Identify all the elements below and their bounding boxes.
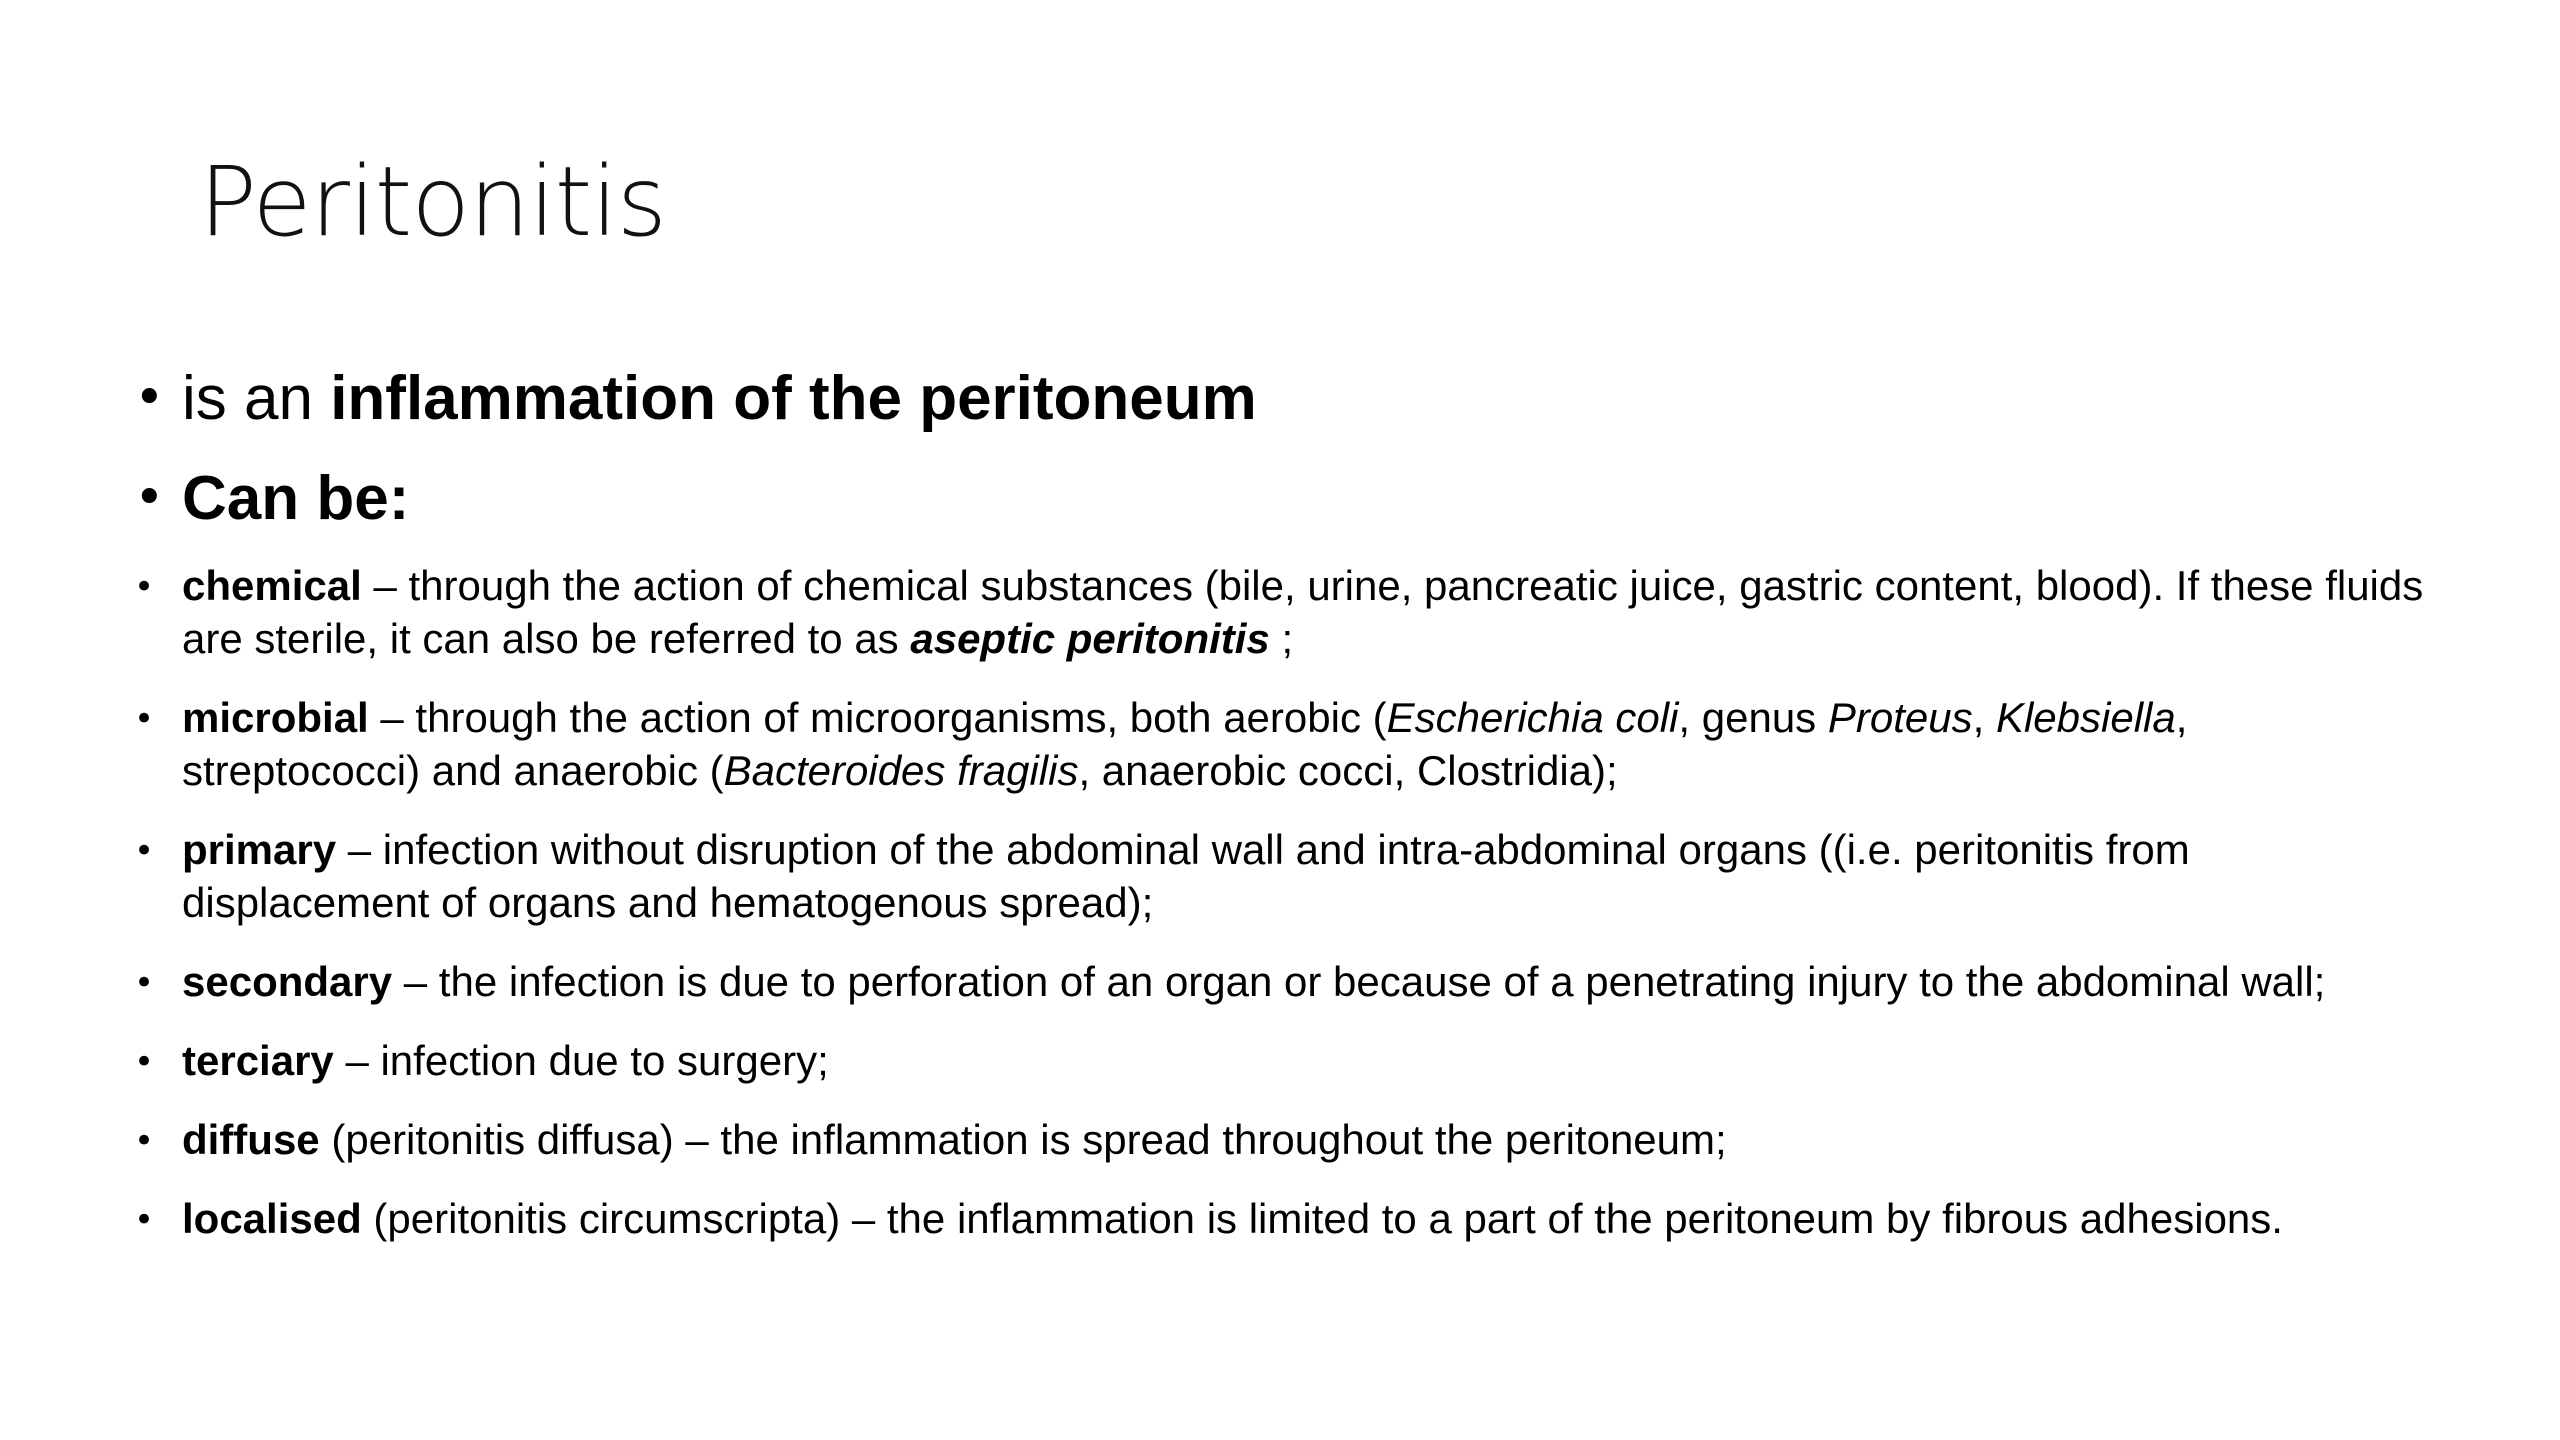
- microbial-text-e: , anaerobic cocci, Clostridia);: [1078, 747, 1618, 794]
- term-localised: localised: [182, 1195, 362, 1242]
- species-escherichia-coli: Escherichia coli: [1386, 694, 1679, 741]
- bullet-icon: •: [134, 1200, 155, 1240]
- bullet-localised: [134, 1192, 2434, 1245]
- bullet-icon: •: [134, 699, 155, 739]
- species-klebsiella: Klebsiella: [1995, 694, 2176, 741]
- bullet-icon: •: [134, 1042, 155, 1082]
- bullet-icon: •: [134, 1121, 155, 1161]
- bullet-icon: •: [134, 467, 165, 528]
- species-proteus: Proteus: [1827, 694, 1973, 741]
- diffuse-description: (peritonitis diffusa) – the inflammation is spread throughout the peritoneum;: [319, 1116, 1727, 1163]
- term-primary: primary: [182, 826, 337, 873]
- definition-highlight: inflammation of the peritoneum: [330, 364, 1257, 433]
- aseptic-peritonitis-term: aseptic peritonitis: [910, 615, 1270, 662]
- bullet-list: [134, 360, 2434, 1271]
- slide-title: Peritonitis: [199, 146, 666, 258]
- bullet-icon: •: [134, 963, 155, 1003]
- bullet-icon: •: [134, 368, 165, 428]
- bullet-icon: •: [134, 831, 155, 871]
- terciary-description: – infection due to surgery;: [333, 1037, 829, 1084]
- chemical-description: – through the action of chemical substances (bile, urine, pancreatic juice, gastric content, blood). If these fluids are sterile, it can also be referred to as: [182, 562, 2424, 662]
- microbial-text-a: – through the action of microorganisms, both aerobic (: [368, 694, 1387, 741]
- chemical-end: ;: [1269, 615, 1294, 662]
- bullet-chemical: [134, 559, 2434, 665]
- bullet-microbial: [134, 691, 2434, 797]
- bullet-diffuse: [134, 1113, 2434, 1166]
- bullet-icon: •: [134, 567, 155, 607]
- term-microbial: microbial: [182, 694, 369, 741]
- microbial-text-b: , genus: [1678, 694, 1828, 741]
- bullet-primary: [134, 823, 2434, 929]
- term-secondary: secondary: [182, 958, 393, 1005]
- term-chemical: chemical: [182, 562, 362, 609]
- term-terciary: terciary: [182, 1037, 334, 1084]
- can-be-heading: Can be:: [182, 463, 410, 533]
- species-bacteroides-fragilis: Bacteroides fragilis: [723, 747, 1079, 794]
- microbial-text-c: ,: [1972, 694, 1996, 741]
- bullet-secondary: [134, 955, 2434, 1008]
- definition-prefix: is an: [182, 364, 331, 433]
- term-diffuse: diffuse: [182, 1116, 320, 1163]
- secondary-description: – the infection is due to perforation of an organ or because of a penetrating injury to the abdominal wall;: [392, 958, 2326, 1005]
- primary-description: – infection without disruption of the abdominal wall and intra-abdominal organs ((i.e. peritonitis from displacement of organs and hematogenous spread);: [182, 826, 2190, 926]
- bullet-can-be: [134, 460, 2434, 538]
- bullet-definition: [134, 360, 2434, 438]
- localised-description: (peritonitis circumscripta) – the inflammation is limited to a part of the peritoneum by fibrous adhesions.: [361, 1195, 2283, 1242]
- microbial-text-d: , streptococci) and anaerobic (: [182, 694, 2188, 794]
- bullet-terciary: [134, 1034, 2434, 1087]
